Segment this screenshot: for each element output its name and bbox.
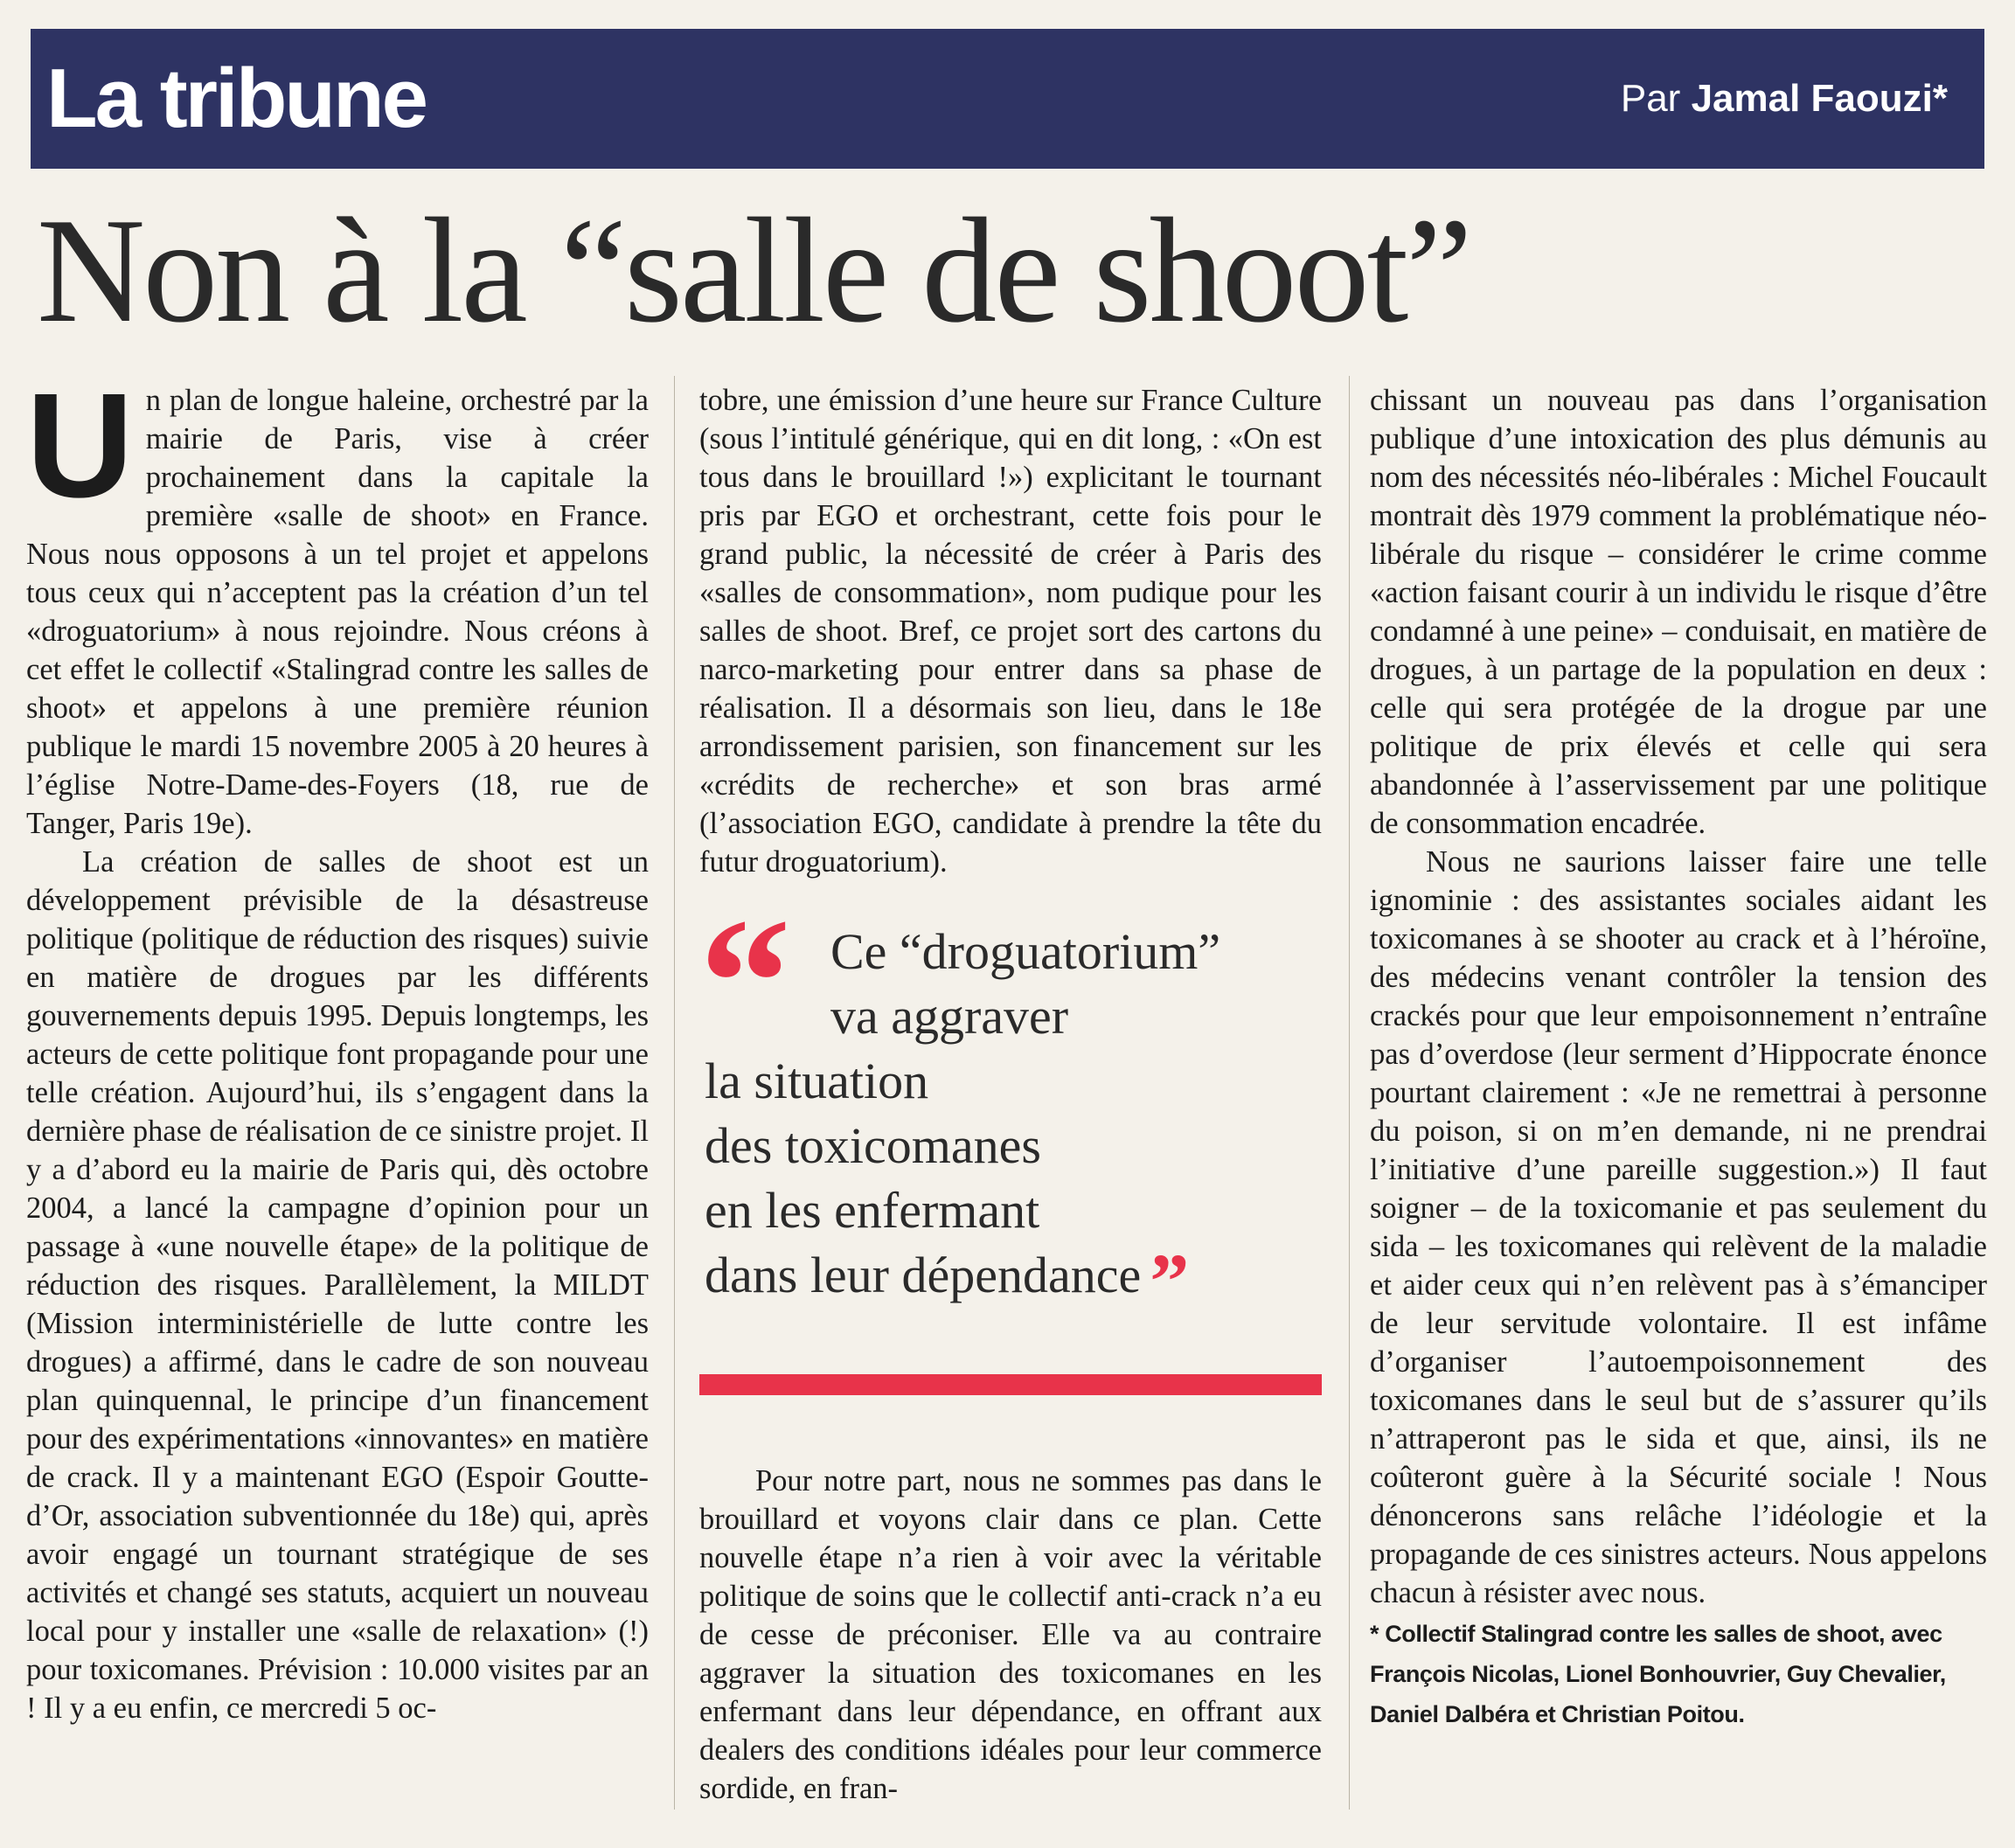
column-divider — [674, 376, 675, 1810]
pull-quote-last-text: dans leur dépendance — [705, 1247, 1142, 1303]
column-divider — [1349, 376, 1350, 1810]
pull-quote-line: en les enfermant — [705, 1182, 1040, 1239]
article-paragraph: chissant un nouveau pas dans l’organisation publique d’une intoxication des plus démunis au nom des nécessités néo-libérales : Michel Foucault montrait dès 1979 comment la problématique néo-libérale du risque – considérer le crime comme «action faisant courir à un individu le risque d’être condamné à une peine» – conduisait, en matière de drogues, à un partage de la population en deux : celle qui sera protégée de la drogue par une politique de prix élevés et celle qui sera abandonnée à l’asservissement par une politique de consommation encadrée. — [1370, 384, 1987, 840]
article-paragraph: La création de salles de shoot est un développement prévisible de la désastreuse politique (politique de réduction des risques) suivie en matière de drogues par les différents gouvernements depuis 1995. Depuis longtemps, les acteurs de cette politique font propagande pour une telle création. Aujourd’hui, ils s’engagent dans la dernière phase de réalisation de ce sinistre projet. Il y a d’abord eu la mairie de Paris qui, dès octobre 2004, a lancé la campagne d’opinion pour un passage à «une nouvelle étape» de la politique de réduction des risques. Parallèlement, la MILDT (Mission interministérielle de lutte contre les drogues) a affirmé, dans le cadre de son nouveau plan quinquennal, le principe d’un financement pour des expérimentations «innovantes» en matière de crack. Il y a maintenant EGO (Espoir Goutte-d’Or, association subventionnée du 18e) qui, après avoir engagé un tournant stratégique de ses activités et changé ses statuts, acquiert un nouveau local pour y installer une «salle de relaxation» (!) pour toxicomanes. Prévision : 10.000 visites par an ! Il y a eu enfin, ce mercredi 5 oc- — [26, 845, 649, 1725]
pull-quote-text — [699, 920, 1322, 1325]
article-paragraph: Nous ne saurions laisser faire une telle ignominie : des assistantes sociales aidant les toxicomanes à se shooter au crack et à l’héroïne, des médecins venant contrôler la tension des crackés pour que leur empoisonnement n’entraîne pas d’overdose (leur serment d’Hippocrate énonce pourtant clairement : «Je ne remettrai à personne du poison, si on m’en demande, ni ne prendrai l’initiative d’une pareille suggestion.») Il faut soigner – de la toxicomanie et pas seulement du sida – les toxicomanes qui relèvent de la maladie et aider ceux qui n’en relèvent pas à s’émanciper de leur servitude volontaire. Il est infâme d’organiser l’autoempoisonnement des toxicomanes dans le seul but de s’assurer qu’ils n’attraperont pas le sida et que, ainsi, ils ne coûteront guère à la Sécurité sociale ! Nous dénoncerons sans relâche l’idéologie et la propagande de ces sinistres acteurs. Nous appelons chacun à résister avec nous. — [1370, 845, 1987, 1609]
close-quote-mark: ” — [1150, 1239, 1190, 1325]
article-column-2 — [699, 381, 1322, 1808]
headline: Non à la “salle de shoot” — [37, 188, 1470, 354]
open-quote-mark: “ — [699, 881, 791, 1084]
section-label: La tribune — [46, 52, 427, 145]
pull-quote — [699, 881, 1322, 1409]
pull-quote-red-bar — [699, 1374, 1322, 1395]
article-column-1 — [26, 363, 649, 1727]
paragraph-text: n plan de longue haleine, orchestré par la mairie de Paris, vise à créer prochainement dans la capitale la première «salle de shoot» en France. Nous nous opposons à un tel projet et appelons tous ceux qui n’acceptent pas la création d’un tel «droguatorium» à nous rejoindre. Nous créons à cet effet le collectif «Stalingrad contre les salles de shoot» et appelons à une première réunion publique le mardi 15 novembre 2005 à 20 heures à l’église Notre-Dame-des-Foyers (18, rue de Tanger, Paris 19e). — [26, 384, 649, 840]
drop-cap: U — [26, 363, 134, 529]
article-paragraph — [26, 363, 649, 843]
pull-quote-line: la situation — [705, 1053, 929, 1109]
pull-quote-line: va aggraver — [830, 988, 1069, 1045]
author-footnote: * Collectif Stalingrad contre les salles de shoot, avec François Nicolas, Lionel Bonhouvrier, Guy Chevalier, Daniel Dalbéra et Christian Poitou. — [1370, 1621, 1946, 1727]
byline-author: Jamal Faouzi* — [1691, 77, 1948, 120]
pull-quote-line: des toxicomanes — [705, 1117, 1041, 1174]
section-header-bar — [31, 29, 1984, 169]
article-paragraph: Pour notre part, nous ne sommes pas dans le brouillard et voyons clair dans ce plan. Cette nouvelle étape n’a rien à voir avec la véritable politique de soins que le collectif anti-crack n’a eu de cesse de préconiser. Elle va au contraire aggraver la situation des toxicomanes en les enfermant dans leur dépendance, en offrant aux dealers des conditions idéales pour leur commerce sordide, en fran- — [699, 1464, 1322, 1805]
pull-quote-line: Ce “droguatorium” — [830, 923, 1221, 980]
pull-quote-line — [699, 1239, 1322, 1325]
byline — [1621, 77, 1948, 121]
byline-prefix: Par — [1620, 77, 1681, 120]
article-column-3 — [1370, 381, 1987, 1734]
article-paragraph: tobre, une émission d’une heure sur France Culture (sous l’intitulé générique, qui en dit long, : «On est tous dans le brouillard !») explicitant le tournant pris par EGO et orchestrant, cette fois pour le grand public, la nécessité de créer à Paris des «salles de consommation», nom pudique pour les salles de shoot. Bref, ce projet sort des cartons du narco-marketing pour entrer dans sa phase de réalisation. Il a désormais son lieu, dans le 18e arrondissement parisien, son financement sur les «crédits de recherche» et son bras armé (l’association EGO, candidate à prendre la tête du futur droguatorium). — [699, 384, 1322, 879]
